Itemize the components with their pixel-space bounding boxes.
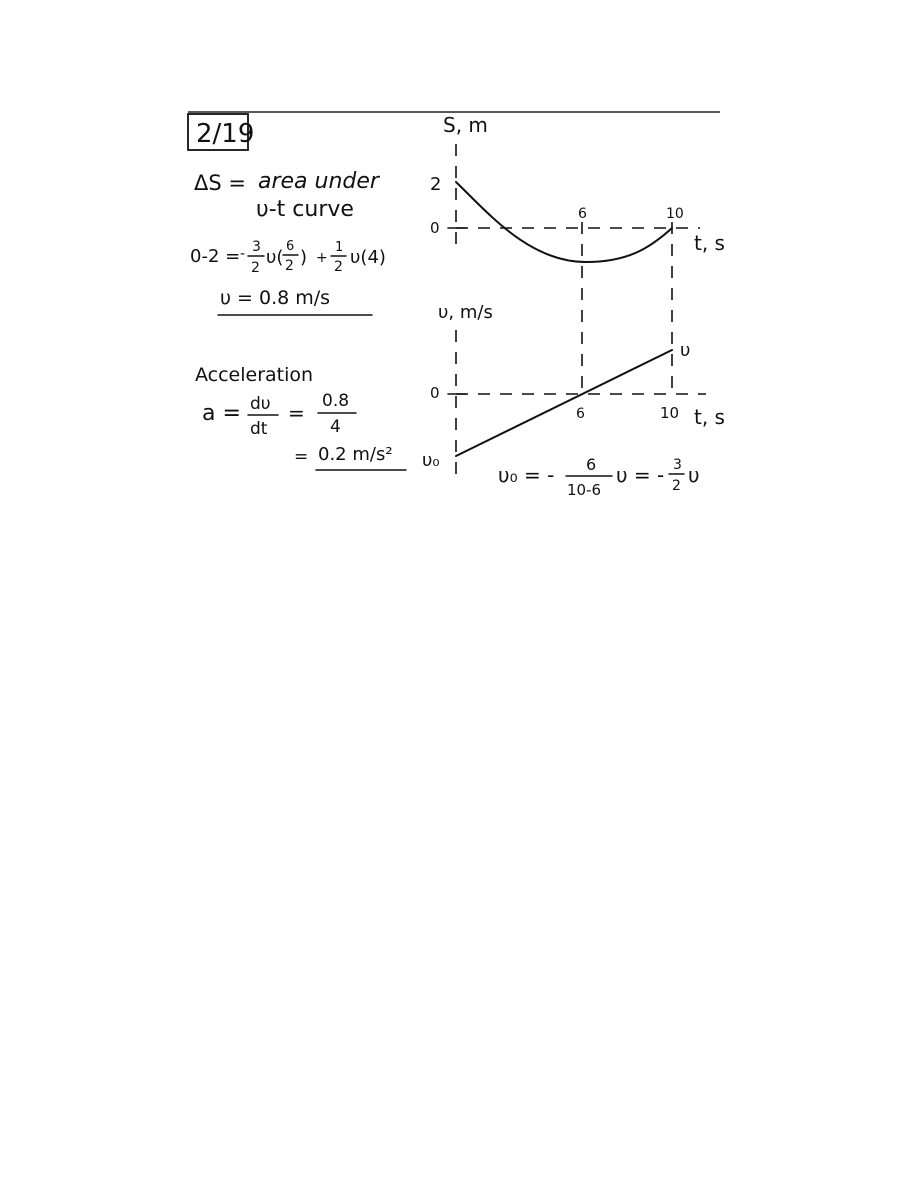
eq-term1-den: 2 — [251, 260, 260, 276]
s-tick-10: 10 — [666, 206, 684, 222]
eq-term1-var: υ( — [266, 247, 284, 268]
derivation — [190, 169, 406, 470]
area-under-text: area under — [258, 169, 379, 194]
accel-eq: = — [288, 401, 305, 425]
v0-frac-num: 6 — [586, 455, 597, 474]
s-axis-label: S, m — [443, 113, 488, 137]
eq-term1-close: ) — [300, 247, 308, 268]
problem-number-box — [188, 114, 254, 150]
v-t-graph — [422, 302, 725, 478]
s-tick-0: 0 — [430, 219, 440, 237]
v0-equation — [498, 455, 700, 499]
s-t-curve — [456, 182, 672, 262]
acceleration-heading: Acceleration — [195, 364, 314, 386]
accel-val-den: 4 — [330, 417, 341, 437]
eq-term2-num: 1 — [335, 240, 344, 255]
accel-val-num: 0.8 — [322, 391, 350, 411]
v-graph-t-label: t, s — [694, 405, 725, 429]
velocity-result: υ = 0.8 m/s — [220, 287, 331, 309]
v0-eq-lhs: υ₀ = - — [498, 463, 555, 487]
v0-eq-mid: υ = - — [616, 463, 665, 487]
v0-frac2-num: 3 — [673, 457, 682, 473]
delta-s-label: ΔS = — [194, 171, 246, 195]
eq-term1-inner-num: 6 — [286, 239, 295, 254]
s-graph-t-label: t, s — [694, 231, 725, 255]
v-tick-6: 6 — [576, 406, 585, 422]
v0-start-label: υ₀ — [422, 450, 440, 471]
v-t-line — [456, 350, 672, 456]
problem-number: 2/19 — [196, 119, 255, 149]
accel-result: 0.2 m/s² — [318, 444, 393, 465]
accel-frac-den: dt — [250, 419, 268, 439]
v-axis-label: υ, m/s — [438, 302, 493, 323]
eq-plus: + — [316, 250, 328, 266]
v-end-label: υ — [680, 340, 691, 361]
eq-term2-den: 2 — [334, 259, 343, 275]
s-tick-2: 2 — [430, 174, 442, 195]
v-tick-0: 0 — [430, 384, 440, 402]
eq-lhs: 0-2 = — [190, 246, 241, 267]
v-tick-10: 10 — [660, 404, 680, 422]
accel-frac-num: dυ — [250, 394, 271, 414]
s-tick-6: 6 — [578, 206, 587, 222]
vt-curve-text: υ-t curve — [256, 197, 354, 222]
v0-frac-den: 10-6 — [567, 481, 602, 499]
accel-result-eq: = — [294, 447, 309, 467]
eq-term2-var: υ(4) — [350, 247, 386, 268]
eq-term1-num: 3 — [252, 239, 261, 255]
eq-term1-sign: - — [240, 246, 246, 262]
v0-frac2-den: 2 — [672, 478, 681, 494]
eq-term1-inner-den: 2 — [285, 258, 294, 274]
v0-eq-tail: υ — [688, 463, 700, 487]
accel-lhs: a = — [202, 401, 241, 426]
